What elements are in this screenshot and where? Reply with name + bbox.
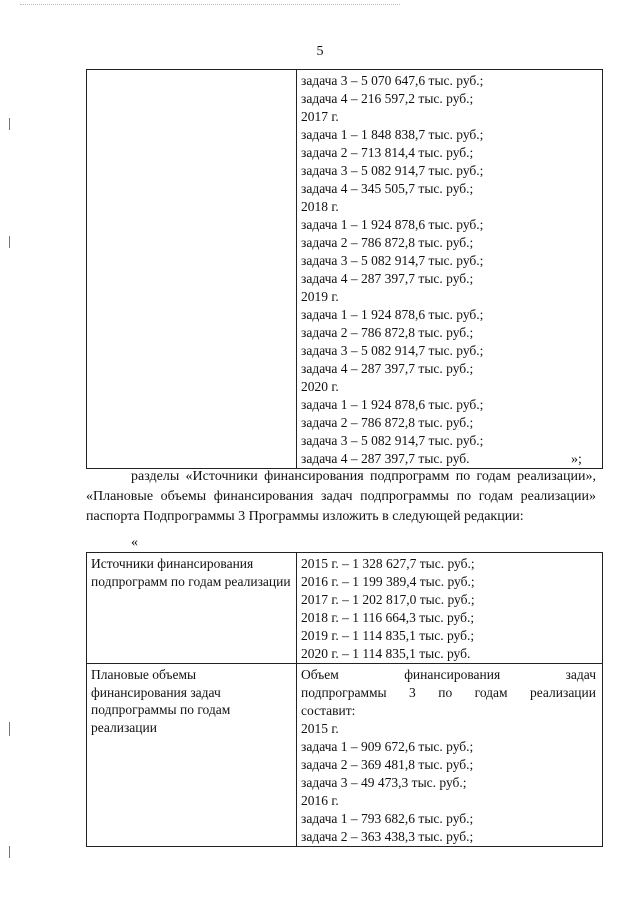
row-value-planned-volumes xyxy=(297,664,603,847)
task-line: задача 3 – 5 082 914,7 тыс. руб.; xyxy=(301,163,484,178)
task-line: задача 2 – 786 872,8 тыс. руб.; xyxy=(301,235,474,250)
paragraph-text: разделы «Источники финансирования подпрограмм по годам реализации», «Плановые объемы финансирования задач подпрограммы по годам реализации» паспорта Подпрограммы 3 Программы изложить в следующей редакции: xyxy=(86,469,596,524)
task-line: задача 2 – 786 872,8 тыс. руб.; xyxy=(301,415,474,430)
task-line: задача 3 – 49 473,3 тыс. руб.; xyxy=(301,775,467,790)
year-line: 2019 г. xyxy=(301,289,339,304)
task-line: задача 1 – 793 682,6 тыс. руб.; xyxy=(301,811,474,826)
margin-mark xyxy=(9,722,10,736)
task-line: задача 4 – 345 505,7 тыс. руб.; xyxy=(301,181,474,196)
task-line: задача 2 – 369 481,8 тыс. руб.; xyxy=(301,757,474,772)
task-line: задача 3 – 5 070 647,6 тыс. руб.; xyxy=(301,73,484,88)
opening-quote: « xyxy=(131,535,138,550)
year-line: 2020 г. xyxy=(301,379,339,394)
task-line: задача 4 – 287 397,7 тыс. руб.; xyxy=(301,271,474,286)
task-line: задача 4 – 216 597,2 тыс. руб.; xyxy=(301,91,474,106)
amendment-paragraph xyxy=(86,467,596,527)
intro-line: составит: xyxy=(301,703,356,718)
table1-right-cell xyxy=(297,70,603,469)
year-amount-line: 2018 г. – 1 116 664,3 тыс. руб.; xyxy=(301,610,475,625)
task-line: задача 2 – 786 872,8 тыс. руб.; xyxy=(301,325,474,340)
margin-mark xyxy=(9,846,10,858)
task-line: задача 2 – 713 814,4 тыс. руб.; xyxy=(301,145,474,160)
page-number: 5 xyxy=(316,44,324,59)
year-line: 2017 г. xyxy=(301,109,339,124)
margin-mark xyxy=(9,118,10,130)
year-amount-line: 2017 г. – 1 202 817,0 тыс. руб.; xyxy=(301,592,475,607)
year-amount-line: 2016 г. – 1 199 389,4 тыс. руб.; xyxy=(301,574,475,589)
year-amount-line: 2019 г. – 1 114 835,1 тыс. руб.; xyxy=(301,628,475,643)
table-row xyxy=(87,664,603,847)
row-label-planned-volumes: Плановые объемы финансирования задач подпрограммы по годам реализации xyxy=(87,664,297,847)
task-line: задача 1 – 1 924 878,6 тыс. руб.; xyxy=(301,397,484,412)
task-line: задача 2 – 363 438,3 тыс. руб.; xyxy=(301,829,474,844)
closing-quote: »; xyxy=(571,452,582,467)
year-line: 2016 г. xyxy=(301,793,339,808)
row-label-funding-sources: Источники финансирования подпрограмм по годам реализации xyxy=(87,553,297,664)
task-line: задача 4 – 287 397,7 тыс. руб. xyxy=(301,451,470,466)
task-line: задача 1 – 1 924 878,6 тыс. руб.; xyxy=(301,307,484,322)
task-line: задача 1 – 909 672,6 тыс. руб.; xyxy=(301,739,474,754)
table1-lines xyxy=(301,72,602,468)
table1-left-cell xyxy=(87,70,297,469)
passport-sections-table xyxy=(86,552,603,847)
scan-artifact-strip xyxy=(20,4,400,7)
row-value-funding-sources xyxy=(297,553,603,664)
task-line: задача 1 – 1 924 878,6 тыс. руб.; xyxy=(301,217,484,232)
margin-mark xyxy=(9,236,10,248)
year-line: 2018 г. xyxy=(301,199,339,214)
year-line: 2015 г. xyxy=(301,721,339,736)
task-line: задача 3 – 5 082 914,7 тыс. руб.; xyxy=(301,433,484,448)
task-line: задача 3 – 5 082 914,7 тыс. руб.; xyxy=(301,253,484,268)
year-amount-line: 2020 г. – 1 114 835,1 тыс. руб. xyxy=(301,646,471,661)
task-line: задача 1 – 1 848 838,7 тыс. руб.; xyxy=(301,127,484,142)
task-line: задача 4 – 287 397,7 тыс. руб.; xyxy=(301,361,474,376)
intro-line: Объем финансирования задач xyxy=(301,667,596,682)
funding-table-continuation xyxy=(86,69,603,469)
task-line: задача 3 – 5 082 914,7 тыс. руб.; xyxy=(301,343,484,358)
intro-line: подпрограммы 3 по годам реализации xyxy=(301,685,596,700)
year-amount-line: 2015 г. – 1 328 627,7 тыс. руб.; xyxy=(301,556,475,571)
table-row xyxy=(87,553,603,664)
